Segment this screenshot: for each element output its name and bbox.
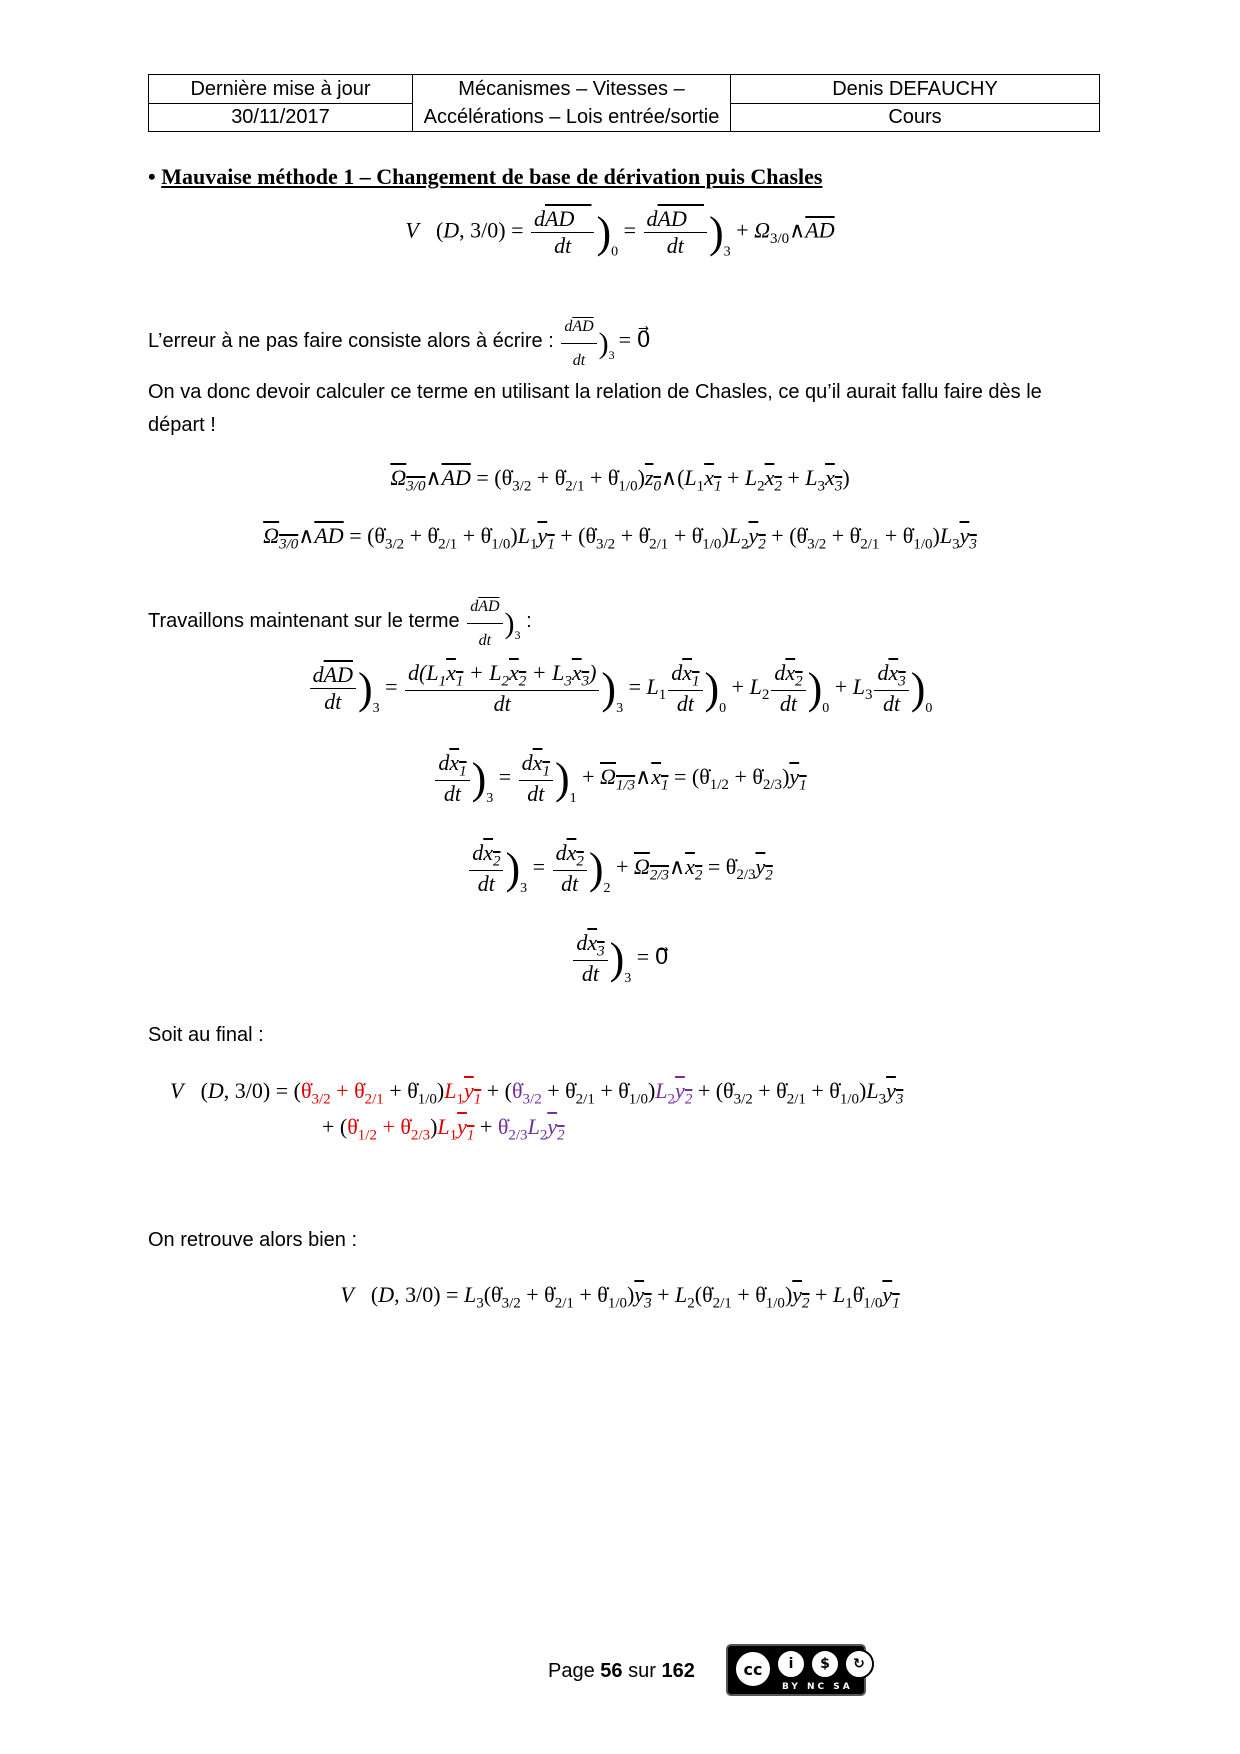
equation-3: $\Omega_{3/0}\wedge\overline{AD}$ = ($\thetȧ_{3/2}$ + $\thetȧ_{2/1}$ + $\thetȧ_{1/0})L_1y_1$ + ($\thetȧ_{3/2}$ + $\thetȧ_{2/1}$ + $\thetȧ_{1/0})L_2y_2$ + ($\thetȧ_{3/2}$ + $\thetȧ_{2/1}$ + $\thetȧ_{1/0})L_3y_3$	[263, 523, 977, 553]
license-label: BY NC SA	[782, 1682, 853, 1692]
paragraph-1: L’erreur à ne pas faire consiste alors à écrire : $\frac{d\overline{AD}}{dt}$ )$_3$ = 0⃗	[148, 310, 1098, 377]
header-table	[148, 74, 1100, 132]
page-sur: sur	[628, 1660, 656, 1682]
header-middle-bottom: Accélérations – Lois entrée/sortie	[423, 106, 720, 128]
paragraph-5: On retrouve alors bien :	[148, 1229, 357, 1251]
section-title	[148, 164, 822, 190]
page-total: 162	[661, 1660, 695, 1682]
header-middle	[413, 75, 731, 132]
paragraph-1-text: L’erreur à ne pas faire consiste alors à écrire :	[148, 330, 554, 353]
equation-2: $\Omega_{3/0}\wedge\overline{AD}$ = ($\thetȧ_{3/2}$ + $\thetȧ_{2/1}$ + $\thetȧ_{1/0})z_0\wedge(L_1x_1 + L_2x_2 + L_3x_3)$	[390, 465, 850, 495]
page-number: 56	[600, 1660, 623, 1682]
equation-7: $\frac{dx_3}{dt}$ )$_3$ = 0⃗	[0, 930, 1240, 987]
sa-icon: ↻	[844, 1649, 874, 1679]
bullet: •	[148, 164, 156, 189]
header-right-top: Denis DEFAUCHY	[731, 75, 1100, 104]
cc-license-badge	[726, 1644, 866, 1696]
paragraph-2: On va donc devoir calculer ce terme en utilisant la relation de Chasles, ce qu’il aurait fallu faire dès le départ !	[148, 381, 1042, 436]
nc-icon: $	[810, 1649, 840, 1679]
header-right-bottom: Cours	[731, 103, 1100, 132]
paragraph-3: Travaillons maintenant sur le terme $\frac{d\overline{AD}}{dt}$ )$_3$ :	[148, 590, 1098, 657]
equation-8-line-2: + ($\thetȧ_{1/2}$ + $\thetȧ_{2/3})L_1y_1$ + $\thetȧ_{2/3}L_2y_2$	[322, 1114, 565, 1144]
paragraph-3-text: Travaillons maintenant sur le terme	[148, 610, 460, 633]
paragraph-4: Soit au final :	[148, 1024, 264, 1046]
equation-9: V⃗(D, $3/0) = L_3(\thetȧ_{3/2}$ + $\thetȧ_{2/1}$ + $\thetȧ_{1/0})y_3$ + $L_2(\thetȧ_{2/1}$ + $\thetȧ_{1/0})y_2$ + $L_1\thetȧ_{1/0}y_1$	[340, 1282, 900, 1312]
page-label: Page	[548, 1660, 595, 1682]
equation-4: $\frac{d\overline{AD}}{dt}$ )$_3$ = $\frac{d(L_1x_1 + L_2x_2 + L_3x_3)}{dt}$ )$_3 = L_1$ $\frac{dx_1}{dt}$ )$_0 + L_2$ $\frac{dx_2}{dt}$ )$_0 + L_3$ $\frac{dx_3}{dt}$ )$_0$	[0, 660, 1240, 717]
paragraph-3-end: :	[526, 610, 532, 633]
header-middle-top: Mécanismes – Vitesses –	[458, 78, 685, 100]
equation-1: V⃗(D, 3/0) = $\frac{d\overline{AD}}{dt}$ )$_0$ = $\frac{d\overline{AD}}{dt}$ )$_3$ + $\Omega_{3/0}\wedge\overline{AD}$	[405, 206, 835, 260]
equation-5: $\frac{dx_1}{dt}$ )$_3$ = $\frac{dx_1}{dt}$ )$_1$ + $\Omega_{1/3}\wedge x_1$ = ($\thetȧ_{1/2}$ + $\thetȧ_{2/3})y_1$	[0, 750, 1240, 807]
section-title-text: Mauvaise méthode 1 – Changement de base de dérivation puis Chasles	[161, 164, 823, 189]
equation-6: $\frac{dx_2}{dt}$ )$_3$ = $\frac{dx_2}{dt}$ )$_2$ + $\Omega_{2/3}\wedge x_2$ = $\thetȧ_{2/3}y_2$	[0, 840, 1240, 897]
header-left-bottom: 30/11/2017	[149, 103, 413, 132]
equation-8-line-1: V⃗(D, $3/0) = (\thetȧ_{3/2}$ + $\thetȧ_{2/1}$ + $\thetȧ_{1/0})L_1y_1$ + ($\thetȧ_{3/2}$ + $\thetȧ_{2/1}$ + $\thetȧ_{1/0})L_2y_2$ + ($\thetȧ_{3/2}$ + $\thetȧ_{2/1}$ + $\thetȧ_{1/0})L_3y_3$	[170, 1078, 904, 1108]
page-footer	[548, 1660, 695, 1683]
by-icon: i	[776, 1649, 806, 1679]
cc-icon: cc	[734, 1650, 772, 1688]
header-left-top: Dernière mise à jour	[149, 75, 413, 104]
